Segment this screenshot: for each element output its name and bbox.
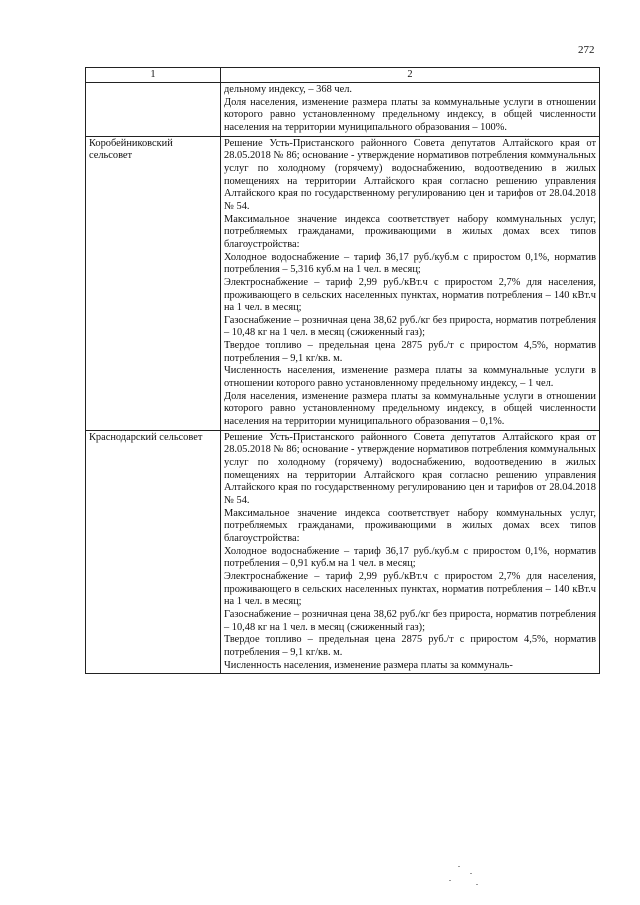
table-row	[86, 430, 600, 673]
municipality-name-cell: Краснодарский сельсовет	[86, 430, 221, 673]
data-table	[85, 67, 600, 674]
paragraph: Газоснабжение – розничная цена 38,62 руб./кг без прироста, норматив потребления – 10,48 кг на 1 чел. в месяц (сжиженный газ);	[224, 608, 596, 633]
column-header-2: 2	[221, 68, 600, 83]
paragraph: Доля населения, изменение размера платы за коммунальные услуги в отношении которого равно установленному предельному индексу, в общей численности населения на территории муниципального образования – 0,1%.	[224, 390, 596, 428]
description-cell	[221, 83, 600, 137]
paragraph: Электроснабжение – тариф 2,99 руб./кВт.ч с приростом 2,7% для населения, проживающего в сельских населенных пунктах, норматив потребления – 140 кВт.ч на 1 чел. в месяц;	[224, 276, 596, 314]
table-row	[86, 136, 600, 430]
table-header-row	[86, 68, 600, 83]
paragraph: Газоснабжение – розничная цена 38,62 руб./кг без прироста, норматив потребления – 10,48 кг на 1 чел. в месяц (сжиженный газ);	[224, 314, 596, 339]
municipality-name-cell: Коробейниковский сельсовет	[86, 136, 221, 430]
paragraph: Максимальное значение индекса соответствует набору коммунальных услуг, потребляемых гражданами, проживающими в жилых домах всех типов благоустройства:	[224, 213, 596, 250]
paragraph: Численность населения, изменение размера платы за коммунальные услуги в отношении которого равно установленному предельному индексу, – 1 чел.	[224, 365, 596, 390]
scan-speck	[458, 866, 460, 867]
paragraph: Максимальное значение индекса соответствует набору коммунальных услуг, потребляемых гражданами, проживающими в жилых домах всех типов благоустройства:	[224, 507, 596, 544]
paragraph: Решение Усть-Пристанского районного Совета депутатов Алтайского края от 28.05.2018 № 86; основание - утверждение нормативов потребления коммунальных услуг по холодному (горячему) водоснабжению, водоотведению в жилых помещениях на территории Алтайского края согласно решению управления Алтайского края по государственному регулированию цен и тарифов от 28.04.2018 № 54.	[224, 431, 596, 506]
description-cell	[221, 430, 600, 673]
scan-speck	[449, 880, 451, 881]
table-row	[86, 83, 600, 137]
paragraph: Доля населения, изменение размера платы за коммунальные услуги в отношении которого равно установленному предельному индексу, в общей численности населения на территории муниципального образования – 100%.	[224, 96, 596, 133]
paragraph: дельному индексу, – 368 чел.	[224, 84, 352, 95]
paragraph: Численность населения, изменение размера платы за коммуналь-	[224, 659, 513, 671]
paragraph: Твердое топливо – предельная цена 2875 руб./т с приростом 4,5%, норматив потребления – 9,1 кг/кв. м.	[224, 634, 596, 658]
paragraph: Холодное водоснабжение – тариф 36,17 руб./куб.м с приростом 0,1%, норматив потребления – 5,316 куб.м на 1 чел. в месяц;	[224, 251, 596, 276]
scan-speck	[476, 884, 478, 885]
paragraph: Решение Усть-Пристанского районного Совета депутатов Алтайского края от 28.05.2018 № 86; основание - утверждение нормативов потребления коммунальных услуг по холодному (горячему) водоснабжению, водоотведению в жилых помещениях на территории Алтайского края согласно решению управления Алтайского края по государственному регулированию цен и тарифов от 28.04.2018 № 54.	[224, 137, 596, 212]
paragraph: Твердое топливо – предельная цена 2875 руб./т с приростом 4,5%, норматив потребления – 9,1 кг/кв. м.	[224, 340, 596, 364]
description-cell	[221, 136, 600, 430]
column-header-1: 1	[86, 68, 221, 83]
paragraph: Электроснабжение – тариф 2,99 руб./кВт.ч с приростом 2,7% для населения, проживающего в сельских населенных пунктах, норматив потребления – 140 кВт.ч на 1 чел. в месяц;	[224, 570, 596, 608]
scan-speck	[470, 873, 472, 874]
municipality-name-cell	[86, 83, 221, 137]
page-number: 272	[578, 44, 595, 56]
paragraph: Холодное водоснабжение – тариф 36,17 руб./куб.м с приростом 0,1%, норматив потребления – 0,91 куб.м на 1 чел. в месяц;	[224, 545, 596, 570]
